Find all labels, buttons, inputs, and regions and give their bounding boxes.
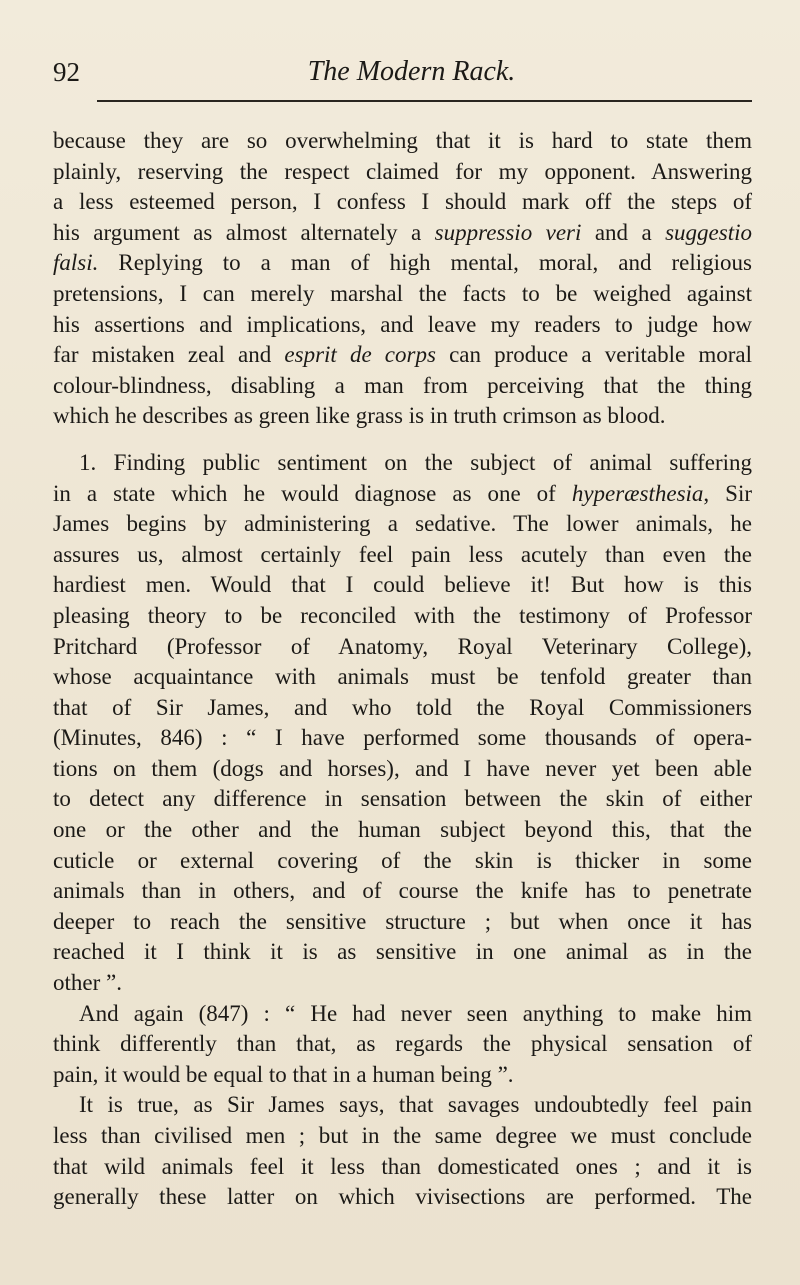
text-line [53,999,752,1030]
text-run: pain, it would be equal to that in a human being ”. [53,1061,514,1087]
text-run: reached it I think it is as sensitive in one animal as in the [53,939,752,965]
text-line [53,371,752,402]
text-run: his assertions and implications, and leave my readers to judge how [53,311,752,337]
text-line [53,754,752,785]
text-line [53,815,752,846]
text-run: that of Sir James, and who told the Royal Commissioners [53,694,752,720]
text-run: 1. Finding public sentiment on the subject of animal suffering [79,449,752,475]
text-line [53,157,752,188]
text-run: (Minutes, 846) : “ I have performed some thousands of opera- [53,725,752,751]
header-rule [97,100,752,102]
text-run: cuticle or external covering of the skin is thicker in some [53,847,752,873]
italic-phrase: hyperæsthesia [571,480,704,506]
text-line [53,1121,752,1152]
italic-phrase: suggestio [665,219,752,245]
text-line [53,218,752,249]
text-run: generally these latter on which vivisections are performed. The [53,1184,752,1210]
text-line [53,187,752,218]
text-line [53,340,752,371]
text-run: Replying to a man of high mental, moral, and religious [98,250,752,276]
text-run: his argument as almost alternately a [53,219,435,245]
italic-phrase: suppressio veri [434,219,582,245]
text-run: think differently than that, as regards the physical sensation of [53,1031,752,1057]
text-line [53,126,752,157]
text-line [53,509,752,540]
text-run: because they are so overwhelming that it is hard to state them [53,128,752,153]
text-run: plainly, reserving the respect claimed for my opponent. Answering [53,158,752,184]
text-line [53,937,752,968]
text-line [53,570,752,601]
text-run: And again (847) : “ He had never seen anything to make him [79,1000,752,1026]
text-run: to detect any difference in sensation between the skin of either [53,786,752,812]
running-title: The Modern Rack. [307,56,516,87]
text-line [53,968,752,999]
text-run: deeper to reach the sensitive structure ; but when once it has [53,908,752,934]
text-line [53,601,752,632]
text-run: James begins by administering a sedative. The lower animals, he [53,511,752,537]
paragraph [53,1090,752,1212]
text-run: colour-blindness, disabling a man from perceiving that the thing [53,372,752,398]
text-line [53,907,752,938]
text-run: far mistaken zeal and [53,342,285,368]
body-text [53,126,752,1213]
text-line [53,693,752,724]
text-line [53,876,752,907]
text-run: whose acquaintance with animals must be tenfold greater than [53,664,752,690]
italic-phrase: esprit de corps [284,342,436,368]
text-run: Pritchard (Professor of Anatomy, Royal Veterinary College), [53,633,752,659]
text-run: other ”. [53,970,122,996]
text-line [53,279,752,310]
text-line [53,662,752,693]
text-run: tions on them (dogs and horses), and I have never yet been able [53,755,752,781]
text-line [53,1182,752,1213]
text-line [53,401,752,432]
text-line [53,1152,752,1183]
text-run: assures us, almost certainly feel pain less acutely than even the [53,541,752,567]
paragraph [53,126,752,432]
page-number: 92 [53,57,80,87]
text-line [53,632,752,663]
text-run: in a state which he would diagnose as one of [53,480,572,506]
page-header [53,52,752,92]
text-line [53,310,752,341]
text-run: pleasing theory to be reconciled with the testimony of Professor [53,602,752,628]
text-run: animals than in others, and of course the knife has to penetrate [53,878,752,904]
paragraph [53,999,752,1091]
text-run: a less esteemed person, I confess I should mark off the steps of [53,189,752,215]
text-run: pretensions, I can merely marshal the facts to be weighed against [53,280,752,306]
text-line [53,448,752,479]
text-line [53,1090,752,1121]
text-line [53,1029,752,1060]
text-line [53,1060,752,1091]
text-run: , Sir [703,480,752,506]
text-line [53,784,752,815]
text-run: It is true, as Sir James says, that savages undoubtedly feel pain [79,1092,752,1118]
text-line [53,846,752,877]
italic-phrase: falsi. [53,250,99,276]
text-line [53,723,752,754]
text-run: and a [581,219,666,245]
text-line [53,248,752,279]
text-run: that wild animals feel it less than domesticated ones ; and it is [53,1153,752,1179]
text-run: can produce a veritable moral [435,342,752,368]
text-run: hardiest men. Would that I could believe it! But how is this [53,572,752,598]
text-run: one or the other and the human subject beyond this, that the [53,817,752,843]
text-run: which he describes as green like grass is in truth crimson as blood. [53,403,666,429]
text-line [53,540,752,571]
text-run: less than civilised men ; but in the same degree we must conclude [53,1123,752,1148]
text-line [53,479,752,510]
paragraph [53,448,752,999]
